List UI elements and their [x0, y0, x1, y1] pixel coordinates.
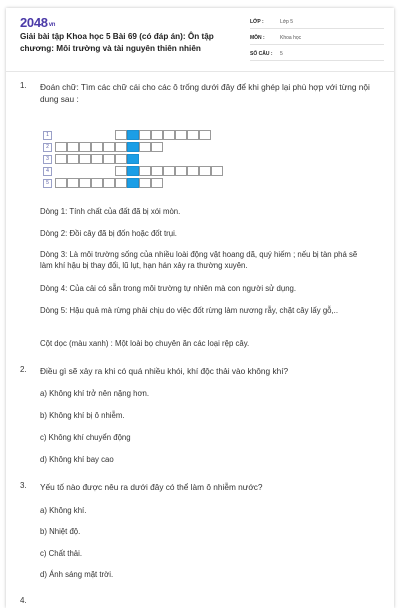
crossword-cell[interactable] [187, 130, 199, 140]
row-number: 3 [43, 155, 52, 164]
answer-option[interactable]: c) Chất thải. [40, 549, 83, 558]
crossword-cell[interactable] [103, 154, 115, 164]
crossword-cell[interactable] [103, 142, 115, 152]
site-logo[interactable] [20, 15, 55, 30]
worksheet-page [6, 8, 394, 608]
meta-label: LỚP : [250, 18, 264, 25]
crossword-cell[interactable] [115, 142, 127, 152]
answer-option[interactable]: a) Không khí. [40, 506, 87, 515]
question-number: 3. [20, 481, 27, 490]
crossword-key-cell[interactable] [127, 142, 139, 152]
clue-line: Dòng 1: Tính chất của đất đã bị xói mòn. [40, 207, 181, 216]
crossword-cell[interactable] [199, 130, 211, 140]
meta-row-count [250, 47, 384, 61]
clue-line: Cột dọc (màu xanh) : Một loài bọ chuyên ăn các loại rệp cây. [40, 339, 250, 348]
row-number: 2 [43, 143, 52, 152]
question-number: 2. [20, 365, 27, 374]
crossword-cell[interactable] [163, 130, 175, 140]
brand-suffix: vn [48, 22, 56, 28]
crossword-cell[interactable] [211, 166, 223, 176]
crossword-cell[interactable] [115, 154, 127, 164]
crossword-cell[interactable] [115, 130, 127, 140]
crossword-cell[interactable] [91, 142, 103, 152]
crossword-cell[interactable] [79, 154, 91, 164]
crossword-cell[interactable] [175, 130, 187, 140]
crossword-cell[interactable] [175, 166, 187, 176]
crossword-cell[interactable] [67, 142, 79, 152]
meta-label: MÔN : [250, 34, 265, 41]
crossword-cell[interactable] [139, 130, 151, 140]
answer-option[interactable]: b) Nhiệt độ. [40, 527, 81, 536]
row-number: 5 [43, 179, 52, 188]
meta-row-subject [250, 31, 384, 45]
crossword-cell[interactable] [151, 166, 163, 176]
answer-option[interactable]: d) Ánh sáng mặt trời. [40, 570, 114, 579]
question-number: 1. [20, 81, 27, 90]
crossword-key-cell[interactable] [127, 166, 139, 176]
question-number: 4. [20, 596, 27, 605]
clue-line: Dòng 2: Đồi cây đã bị đốn hoặc đốt trụi. [40, 229, 177, 238]
crossword-cell[interactable] [139, 178, 151, 188]
crossword-cell[interactable] [139, 142, 151, 152]
crossword-cell[interactable] [67, 154, 79, 164]
crossword-cell[interactable] [67, 178, 79, 188]
meta-value: Khoa học [280, 34, 302, 41]
question-text: Yếu tố nào được nêu ra dưới đây có thể làm ô nhiễm nước? [40, 482, 263, 492]
answer-option[interactable]: d) Không khí bay cao [40, 455, 114, 464]
crossword-cell[interactable] [79, 178, 91, 188]
crossword-cell[interactable] [115, 166, 127, 176]
meta-value: 5 [280, 50, 283, 57]
crossword-cell[interactable] [91, 154, 103, 164]
clue-line: Dòng 3: Là môi trường sống của nhiều loài động vật hoang dã, quý hiếm ; nếu bị tàn phá sẽ làm khí hậu bị thay đổi, lũ lụt, hạn hán xảy ra thường xuyên. [40, 250, 358, 270]
crossword-cell[interactable] [55, 154, 67, 164]
meta-row-class [250, 15, 384, 29]
crossword-cell[interactable] [151, 142, 163, 152]
crossword-cell[interactable] [55, 178, 67, 188]
row-number: 4 [43, 167, 52, 176]
clue-line: Dòng 5: Hậu quả mà rừng phải chịu do việc đốt rừng làm nương rẫy, chặt cây lấy gỗ,.. [40, 306, 339, 315]
crossword-cell[interactable] [91, 178, 103, 188]
header-divider [6, 71, 394, 72]
answer-option[interactable]: c) Không khí chuyển động [40, 433, 131, 442]
crossword-cell[interactable] [55, 142, 67, 152]
crossword-cell[interactable] [187, 166, 199, 176]
meta-info [250, 15, 384, 63]
answer-option[interactable]: a) Không khí trở nên nặng hơn. [40, 389, 150, 398]
crossword-key-cell[interactable] [127, 130, 139, 140]
crossword-key-cell[interactable] [127, 154, 139, 164]
document-title: Giải bài tập Khoa học 5 Bài 69 (có đáp án): Ôn tập chương: Môi trường và tài nguyên thiên nhiên [20, 32, 214, 53]
crossword-cell[interactable] [139, 166, 151, 176]
clue-line: Dòng 4: Của cải có sẵn trong môi trường tự nhiên mà con người sử dụng. [40, 284, 297, 293]
brand-name: 2048 [20, 15, 48, 30]
crossword-cell[interactable] [199, 166, 211, 176]
row-number: 1 [43, 131, 52, 140]
crossword-cell[interactable] [151, 178, 163, 188]
meta-label: SỐ CÂU : [250, 50, 273, 57]
crossword-key-cell[interactable] [127, 178, 139, 188]
question-text: Đoán chữ: Tìm các chữ cái cho các ô trống dưới đây để khi ghép lại phù hợp với từng nội dung sau : [40, 82, 370, 104]
crossword-cell[interactable] [151, 130, 163, 140]
crossword-cell[interactable] [103, 178, 115, 188]
meta-value: Lớp 5 [280, 18, 294, 25]
crossword-cell[interactable] [163, 166, 175, 176]
crossword-cell[interactable] [79, 142, 91, 152]
question-text: Điều gì sẽ xảy ra khi có quá nhiều khói, khí độc thải vào không khí? [40, 366, 289, 376]
answer-option[interactable]: b) Không khí bị ô nhiễm. [40, 411, 125, 420]
crossword-cell[interactable] [115, 178, 127, 188]
